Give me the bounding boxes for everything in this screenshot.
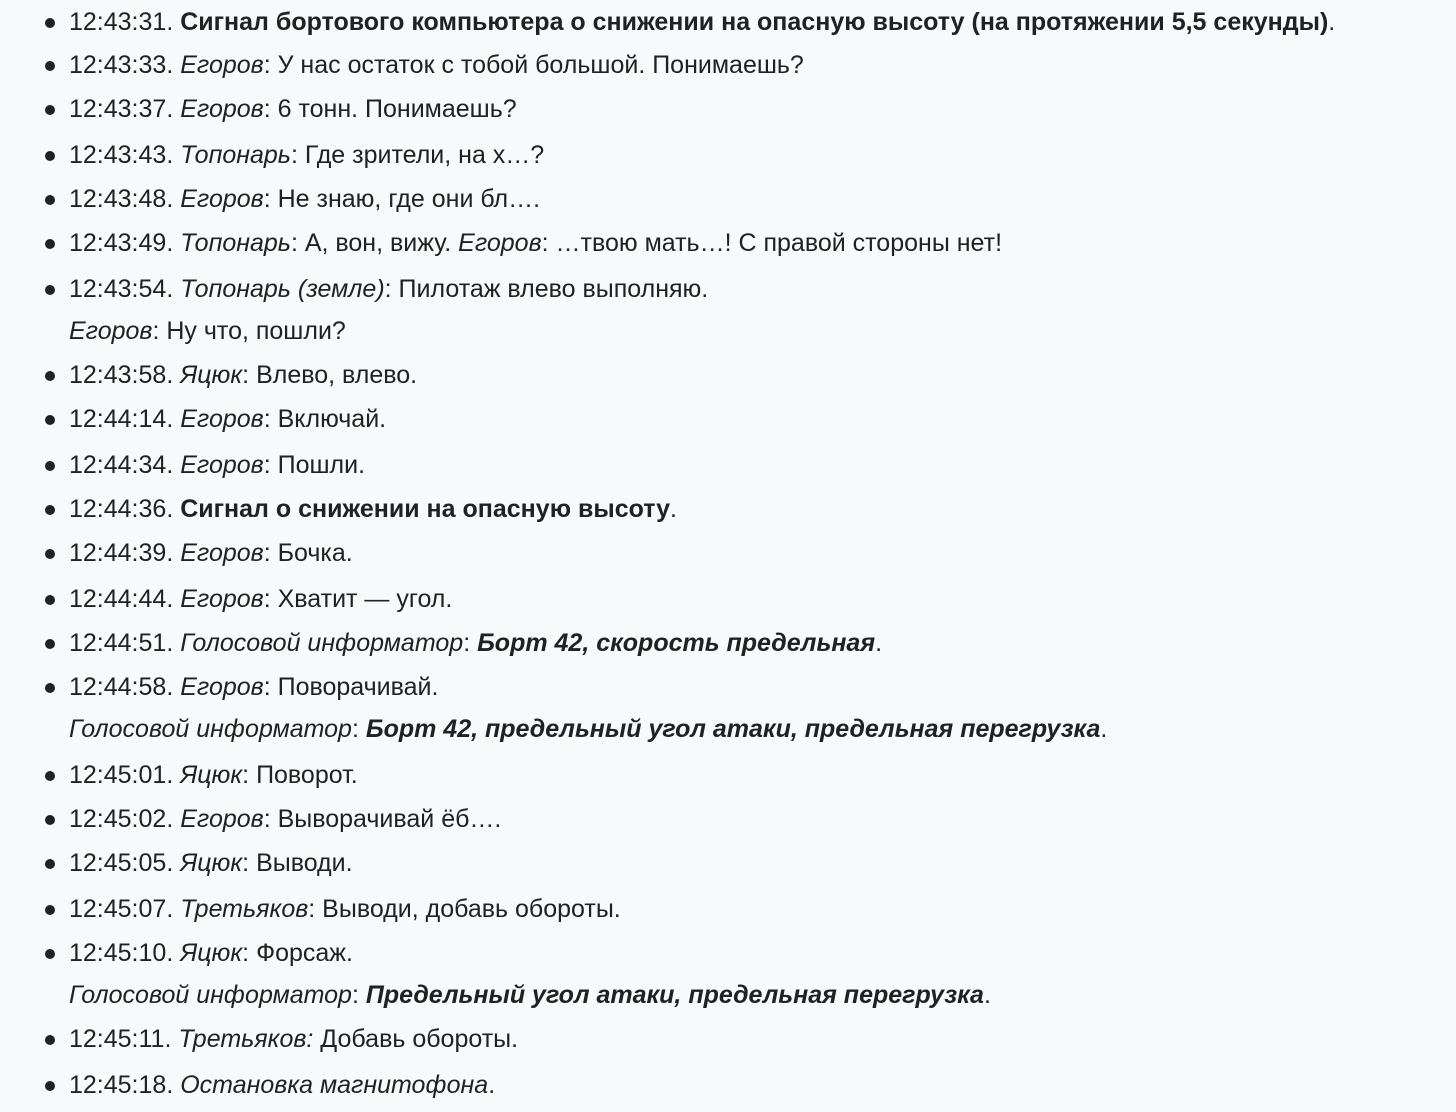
timestamp: 12:45:05. xyxy=(69,849,181,877)
speaker-name: Топонарь xyxy=(180,229,291,257)
text-segment: : Пилотаж влево выполняю. xyxy=(384,275,709,303)
speaker-name: Егоров xyxy=(458,229,542,257)
bullet-icon xyxy=(45,151,55,161)
signal-text: Сигнал о снижении на опасную высоту xyxy=(180,495,671,523)
text-segment: Добавь обороты. xyxy=(313,1025,519,1053)
list-item-continuation xyxy=(69,709,1107,749)
list-item xyxy=(69,399,386,439)
bullet-icon xyxy=(45,859,55,869)
bullet-icon xyxy=(45,285,55,295)
text-segment: : Поворачивай. xyxy=(263,673,439,701)
list-item xyxy=(69,445,365,485)
text-segment: : …твою мать…! С правой стороны нет! xyxy=(541,229,1003,257)
timestamp: 12:45:18. xyxy=(69,1071,181,1099)
text-segment: : У нас остаток с тобой большой. Понимаешь? xyxy=(263,51,804,79)
speaker-name: Яцюк xyxy=(180,939,243,967)
list-item xyxy=(69,889,621,929)
text-segment: : 6 тонн. Понимаешь? xyxy=(263,95,517,123)
text-segment: : А, вон, вижу. xyxy=(290,229,459,257)
speaker-name: Егоров xyxy=(180,51,264,79)
text-segment: : Выворачивай ёб…. xyxy=(263,805,502,833)
bullet-icon xyxy=(45,61,55,71)
list-item xyxy=(69,933,353,973)
bullet-icon xyxy=(45,195,55,205)
text-segment: . xyxy=(1100,715,1108,743)
timestamp: 12:45:10. xyxy=(69,939,181,967)
speaker-name: Яцюк xyxy=(180,761,243,789)
list-item-continuation xyxy=(69,975,991,1015)
speaker-name: Остановка магнитофона xyxy=(180,1071,489,1099)
speaker-name: Егоров xyxy=(69,317,153,345)
text-segment: . xyxy=(1328,8,1336,36)
timestamp: 12:43:49. xyxy=(69,229,181,257)
timestamp: 12:43:48. xyxy=(69,185,181,213)
speaker-name: Топонарь xyxy=(180,141,291,169)
text-segment: : Выводи, добавь обороты. xyxy=(308,895,621,923)
timestamp: 12:44:44. xyxy=(69,585,181,613)
bullet-icon xyxy=(45,949,55,959)
text-segment: . xyxy=(670,495,677,523)
list-item xyxy=(69,355,417,395)
bullet-icon xyxy=(45,905,55,915)
text-segment: : Хватит — угол. xyxy=(263,585,453,613)
bullet-icon xyxy=(45,461,55,471)
list-item xyxy=(69,179,540,219)
list-item xyxy=(69,223,1002,263)
list-item xyxy=(69,1065,495,1105)
bullet-icon xyxy=(45,595,55,605)
list-item xyxy=(69,533,353,573)
list-item xyxy=(69,489,677,529)
text-segment: . xyxy=(488,1071,496,1099)
signal-text: Предельный угол атаки, предельная перегрузка xyxy=(365,981,984,1009)
text-segment: : xyxy=(351,981,366,1009)
speaker-name: Голосовой информатор xyxy=(69,981,352,1009)
bullet-icon xyxy=(45,1081,55,1091)
bullet-icon xyxy=(45,771,55,781)
bullet-icon xyxy=(45,683,55,693)
timestamp: 12:44:14. xyxy=(69,405,181,433)
bullet-icon xyxy=(45,105,55,115)
text-segment: : Пошли. xyxy=(263,451,366,479)
speaker-name: Егоров xyxy=(180,95,264,123)
timestamp: 12:45:11. xyxy=(69,1025,179,1053)
speaker-name: Голосовой информатор xyxy=(69,715,352,743)
bullet-icon xyxy=(45,371,55,381)
text-segment: : Бочка. xyxy=(263,539,353,567)
speaker-name: Егоров xyxy=(180,451,264,479)
list-item xyxy=(69,89,517,129)
list-item xyxy=(69,623,882,663)
speaker-name: Третьяков xyxy=(180,895,309,923)
timestamp: 12:43:31. xyxy=(69,8,181,36)
timestamp: 12:43:33. xyxy=(69,51,181,79)
text-segment: : Поворот. xyxy=(242,761,358,789)
timestamp: 12:44:39. xyxy=(69,539,181,567)
speaker-name: Третьяков: xyxy=(178,1025,314,1053)
text-segment: : Влево, влево. xyxy=(242,361,418,389)
text-segment: : Где зрители, на х…? xyxy=(290,141,545,169)
text-segment: . xyxy=(875,629,883,657)
bullet-icon xyxy=(45,415,55,425)
list-item xyxy=(69,579,452,619)
list-item xyxy=(69,843,353,883)
timestamp: 12:44:36. xyxy=(69,495,181,523)
speaker-name: Голосовой информатор xyxy=(180,629,464,657)
speaker-name: Яцюк xyxy=(180,361,243,389)
speaker-name: Егоров xyxy=(180,585,264,613)
speaker-name: Яцюк xyxy=(180,849,243,877)
text-segment: : Форсаж. xyxy=(242,939,353,967)
signal-text: Борт 42, предельный угол атаки, предельная перегрузка xyxy=(365,715,1101,743)
timestamp: 12:44:58. xyxy=(69,673,181,701)
timestamp: 12:43:54. xyxy=(69,275,181,303)
bullet-icon xyxy=(45,549,55,559)
bullet-icon xyxy=(45,505,55,515)
speaker-name: Егоров xyxy=(180,805,264,833)
list-item xyxy=(69,135,544,175)
timestamp: 12:43:58. xyxy=(69,361,181,389)
timestamp: 12:45:01. xyxy=(69,761,181,789)
speaker-name: Егоров xyxy=(180,539,264,567)
timestamp: 12:45:02. xyxy=(69,805,181,833)
timestamp: 12:44:51. xyxy=(69,629,181,657)
list-item xyxy=(69,2,1335,42)
bullet-icon xyxy=(45,239,55,249)
bullet-icon xyxy=(45,815,55,825)
list-item xyxy=(69,755,358,795)
text-segment: . xyxy=(983,981,991,1009)
list-item xyxy=(69,799,501,839)
bullet-icon xyxy=(45,1035,55,1045)
list-item xyxy=(69,1019,518,1059)
timestamp: 12:45:07. xyxy=(69,895,181,923)
speaker-name: Егоров xyxy=(180,185,264,213)
speaker-name: Егоров xyxy=(180,673,264,701)
signal-text: Борт 42, скорость предельная xyxy=(477,629,876,657)
list-item xyxy=(69,45,804,85)
text-segment: : xyxy=(351,715,366,743)
list-item xyxy=(69,269,708,309)
speaker-name: Топонарь (земле) xyxy=(180,275,385,303)
speaker-name: Егоров xyxy=(180,405,264,433)
timestamp: 12:43:43. xyxy=(69,141,181,169)
bullet-icon xyxy=(45,18,55,28)
text-segment: : Выводи. xyxy=(242,849,353,877)
text-segment: : xyxy=(463,629,478,657)
text-segment: : Ну что, пошли? xyxy=(152,317,346,345)
signal-text: Сигнал бортового компьютера о снижении на опасную высоту (на протяжении 5,5 секунды) xyxy=(180,8,1329,36)
timestamp: 12:44:34. xyxy=(69,451,181,479)
text-segment: : Включай. xyxy=(263,405,387,433)
text-segment: : Не знаю, где они бл…. xyxy=(263,185,541,213)
list-item-continuation xyxy=(69,311,346,351)
list-item xyxy=(69,667,438,707)
timestamp: 12:43:37. xyxy=(69,95,181,123)
bullet-icon xyxy=(45,639,55,649)
